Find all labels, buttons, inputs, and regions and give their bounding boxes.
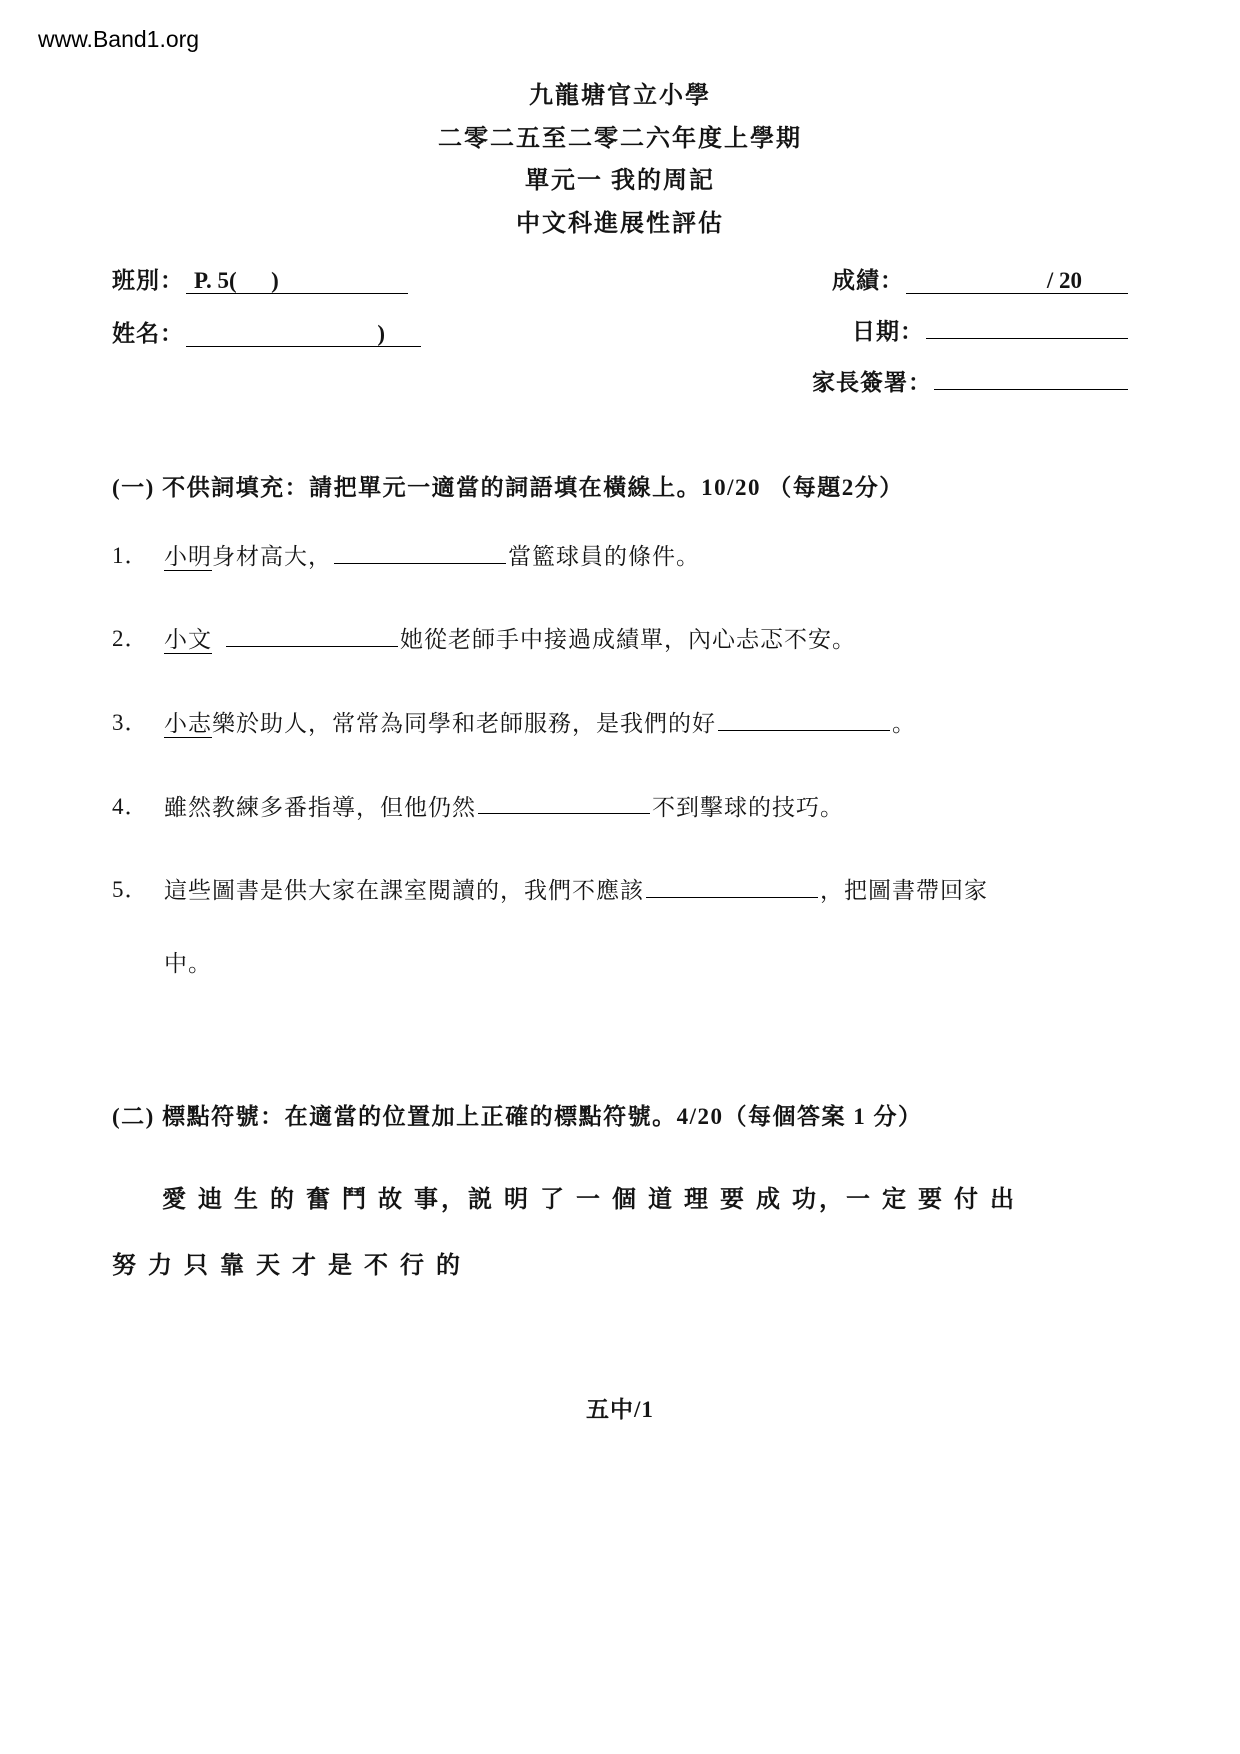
- parent-sign-blank: [934, 364, 1128, 390]
- site-watermark: www.Band1.org: [38, 26, 200, 52]
- parent-sign-row: [601, 364, 1130, 397]
- page-number: 五中/1: [586, 1397, 654, 1422]
- student-info-block: [112, 262, 1130, 415]
- unit-title: 單元一 我的周記: [525, 168, 715, 195]
- question-5-answer-blank: [646, 872, 818, 898]
- score-row: [601, 262, 1130, 295]
- question-1-number: 1．: [112, 542, 149, 568]
- question-1-proper-name: 小明: [164, 543, 212, 569]
- question-item-4: [112, 789, 1130, 827]
- name-value-blank: ): [186, 321, 421, 347]
- school-name: 九龍塘官立小學: [529, 83, 711, 109]
- assessment-title: 中文科進展性評估: [516, 211, 724, 238]
- question-4-pre-text: 雖然教練多番指導，但他仍然: [164, 794, 476, 820]
- question-4-post-text: 不到擊球的技巧。: [652, 794, 844, 820]
- question-3-number: 3．: [112, 709, 149, 735]
- class-row: [112, 262, 580, 295]
- question-5-number: 5．: [112, 877, 149, 903]
- question-item-2: [112, 621, 1130, 659]
- header-title-block: [38, 75, 1202, 246]
- section1-question-list: [112, 538, 1130, 983]
- section2-passage-line2: 努 力 只 靠 天 才 是 不 行 的: [112, 1253, 463, 1280]
- question-1-pre-text: 身材高大，: [212, 543, 332, 569]
- question-item-1: [112, 538, 1130, 576]
- section2-passage: [112, 1167, 1130, 1299]
- school-term: 二零二五至二零二六年度上學期: [438, 125, 802, 152]
- date-row: [601, 313, 1130, 346]
- question-2-post-text: 她從老師手中接過成績單，內心忐忑不安。: [400, 627, 856, 653]
- question-2-answer-blank: [226, 621, 398, 647]
- class-label: 班別：: [112, 267, 184, 293]
- date-label: 日期：: [852, 318, 924, 344]
- question-3-post-text: 。: [892, 710, 916, 736]
- info-right-column: [601, 262, 1130, 415]
- question-2-number: 2．: [112, 626, 149, 652]
- section2-heading: (二) 標點符號：在適當的位置加上正確的標點符號。4/20（每個答案 1 分）: [112, 1104, 923, 1130]
- info-left-column: [112, 262, 580, 415]
- name-label: 姓名：: [112, 320, 184, 346]
- page-content: [38, 262, 1202, 1300]
- question-1-text: [164, 538, 1130, 576]
- name-row: [112, 315, 580, 348]
- question-5-text: [164, 872, 1130, 982]
- date-value-blank: [926, 313, 1128, 339]
- question-5-post-text: ，把圖書帶回家: [820, 877, 988, 903]
- question-3-proper-name: 小志: [164, 710, 212, 736]
- parent-sign-label: 家長簽署：: [812, 369, 932, 395]
- question-4-text: [164, 789, 1130, 827]
- question-3-answer-blank: [718, 705, 890, 731]
- score-value-blank: / 20: [906, 268, 1128, 294]
- question-3-text: [164, 705, 1130, 743]
- question-2-text: [164, 621, 1130, 659]
- question-item-5: [112, 872, 1130, 982]
- question-1-answer-blank: [334, 538, 506, 564]
- question-item-3: [112, 705, 1130, 743]
- question-4-answer-blank: [478, 789, 650, 815]
- question-2-proper-name: 小文: [164, 627, 212, 653]
- question-4-number: 4．: [112, 793, 149, 819]
- question-5-pre-text: 這些圖書是供大家在課室閱讀的，我們不應該: [164, 877, 644, 903]
- section1-heading: (一) 不供詞填充：請把單元一適當的詞語填在橫線上。10/20 （每題2分）: [112, 474, 904, 500]
- question-5-line1: [164, 872, 1130, 910]
- question-1-post-text: 當籃球員的條件。: [508, 543, 700, 569]
- score-label: 成績：: [832, 267, 904, 293]
- question-3-pre-text: 樂於助人，常常為同學和老師服務，是我們的好: [212, 710, 716, 736]
- question-5-line2: 中。: [164, 950, 212, 976]
- section2-passage-line1: 愛 迪 生 的 奮 鬥 故 事，説 明 了 一 個 道 理 要 成 功，一 定 要 付 出: [162, 1187, 1017, 1214]
- class-value-blank: P. 5( ): [186, 268, 408, 294]
